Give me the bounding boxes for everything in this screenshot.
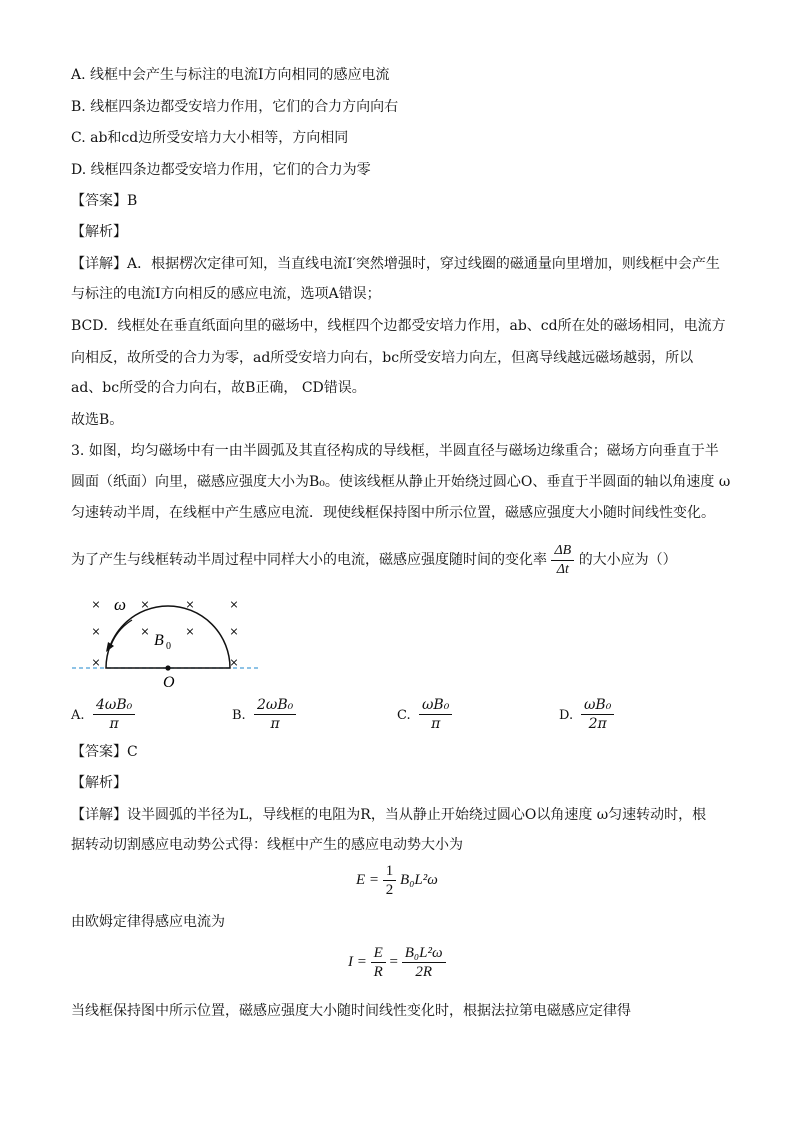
option-denominator: π bbox=[431, 716, 441, 732]
rate-numerator: ΔB bbox=[551, 542, 574, 561]
q3-stem-text-end: 的大小应为（） bbox=[578, 552, 677, 568]
answer-tag: 【答案】 bbox=[71, 193, 127, 209]
q3-answer-line bbox=[71, 742, 138, 762]
answer-value: B bbox=[127, 193, 138, 209]
cross-mark: × bbox=[185, 625, 195, 638]
option-numerator: ωB₀ bbox=[419, 696, 452, 715]
rate-denominator: Δt bbox=[556, 561, 569, 577]
eq1-lhs: E = bbox=[356, 872, 380, 888]
detail-line: BCD．线框处在垂直纸面向里的磁场中，线框四个边都受安培力作用，ab、cd所在处的磁场相同，电流方 bbox=[71, 318, 726, 334]
cross-mark: × bbox=[229, 598, 239, 611]
cross-mark: × bbox=[140, 625, 150, 638]
rotation-arrowhead bbox=[106, 642, 114, 652]
option-label: B. bbox=[232, 708, 246, 723]
option-denominator: π bbox=[109, 716, 119, 732]
detail-line: 与标注的电流I方向相反的感应电流，选项A错误； bbox=[71, 286, 381, 302]
q3-stem-line: 匀速转动半周，在线框中产生感应电流．现使线框保持图中所示位置，磁感应强度大小随时间线性变化。 bbox=[71, 505, 715, 521]
eq1-fraction bbox=[383, 862, 397, 899]
rate-fraction bbox=[551, 542, 574, 579]
option-numerator: ωB₀ bbox=[581, 696, 614, 715]
q3-detail-line: 据转动切割感应电动势公式得：线框中产生的感应电动势大小为 bbox=[71, 837, 463, 853]
detail-line: 故选B。 bbox=[71, 412, 124, 428]
eq2-lhs: I = bbox=[348, 954, 367, 970]
eq2-f2-denominator: 2R bbox=[415, 964, 432, 980]
cross-mark: × bbox=[140, 598, 150, 611]
equation-current bbox=[348, 944, 446, 981]
cross-mark: × bbox=[91, 625, 101, 638]
eq2-f1-numerator: E bbox=[371, 944, 386, 963]
option-label: A. bbox=[71, 708, 85, 723]
detail-line: ad、bc所受的合力向右，故B正确， CD错误。 bbox=[71, 380, 366, 396]
option-fraction bbox=[93, 696, 135, 733]
eq2-equals: = bbox=[389, 954, 399, 970]
detail-line: 【详解】A．根据楞次定律可知，当直线电流I′突然增强时，穿过线圈的磁通量向里增加，则线框中会产生 bbox=[71, 256, 720, 272]
b0-subscript: 0 bbox=[166, 641, 171, 652]
answer-tag: 【答案】 bbox=[71, 744, 127, 760]
equation-emf bbox=[356, 862, 438, 899]
option-fraction bbox=[419, 696, 452, 733]
cross-mark: × bbox=[229, 656, 239, 669]
option-label: C. bbox=[397, 708, 411, 723]
omega-label: ω bbox=[114, 595, 127, 614]
option-fraction bbox=[581, 696, 614, 733]
eq2-f1-denominator: R bbox=[373, 964, 383, 980]
detail-line: 向相反，故所受的合力为零，ad所受安培力向右，bc所受安培力向左，但离导线越远磁场越弱，所以 bbox=[71, 350, 694, 366]
eq2-f2-numerator: B₀L²ω bbox=[402, 944, 446, 963]
option-numerator: 2ωB₀ bbox=[254, 696, 296, 715]
q3-stem-rate-line bbox=[71, 540, 677, 582]
eq1-denominator: 2 bbox=[385, 882, 394, 898]
eq2-fraction-2 bbox=[402, 944, 446, 981]
center-label: O bbox=[163, 674, 175, 690]
option-denominator: π bbox=[270, 716, 280, 732]
option-denominator: 2π bbox=[588, 716, 607, 732]
option-d: D. 线框四条边都受安培力作用，它们的合力为零 bbox=[71, 162, 371, 178]
q3-stem-line: 3. 如图，均匀磁场中有一由半圆弧及其直径构成的导线框，半圆直径与磁场边缘重合；磁场方向垂直于半 bbox=[71, 443, 719, 459]
semicircle-frame bbox=[106, 606, 230, 668]
q3-stem-text: 为了产生与线框转动半周过程中同样大小的电流，磁感应强度随时间的变化率 bbox=[71, 552, 547, 568]
q3-detail-line: 由欧姆定律得感应电流为 bbox=[71, 914, 225, 930]
center-dot bbox=[165, 665, 170, 670]
cross-mark: × bbox=[91, 598, 101, 611]
option-c: C. ab和cd边所受安培力大小相等，方向相同 bbox=[71, 130, 349, 146]
semicircle-figure bbox=[70, 590, 270, 690]
option-a: A. 线框中会产生与标注的电流I方向相同的感应电流 bbox=[71, 67, 390, 83]
analysis-tag: 【解析】 bbox=[71, 224, 127, 240]
b0-label: B bbox=[154, 632, 164, 649]
option-label: D. bbox=[559, 708, 574, 723]
rotation-arrow bbox=[110, 620, 132, 648]
q3-stem-line: 圆面（纸面）向里，磁感应强度大小为B₀。使该线框从静止开始绕过圆心O、垂直于半圆面的轴以角速度 ω bbox=[71, 474, 731, 490]
cross-mark: × bbox=[229, 625, 239, 638]
q3-detail-line: 当线框保持图中所示位置，磁感应强度大小随时间线性变化时，根据法拉第电磁感应定律得 bbox=[71, 1003, 631, 1019]
q3-detail-line: 【详解】设半圆弧的半径为L，导线框的电阻为R，当从静止开始绕过圆心O以角速度 ω匀速转动时，根 bbox=[71, 807, 707, 823]
option-fraction bbox=[254, 696, 296, 733]
cross-mark: × bbox=[185, 598, 195, 611]
eq2-fraction-1 bbox=[371, 944, 386, 981]
eq1-rhs: B₀L²ω bbox=[400, 872, 438, 888]
option-numerator: 4ωB₀ bbox=[93, 696, 135, 715]
eq1-numerator: 1 bbox=[383, 862, 397, 881]
q3-analysis-tag: 【解析】 bbox=[71, 775, 127, 791]
cross-mark: × bbox=[91, 656, 101, 669]
answer-value: C bbox=[127, 744, 138, 760]
answer-line bbox=[71, 191, 137, 211]
option-b: B. 线框四条边都受安培力作用，它们的合力方向向右 bbox=[71, 99, 399, 115]
